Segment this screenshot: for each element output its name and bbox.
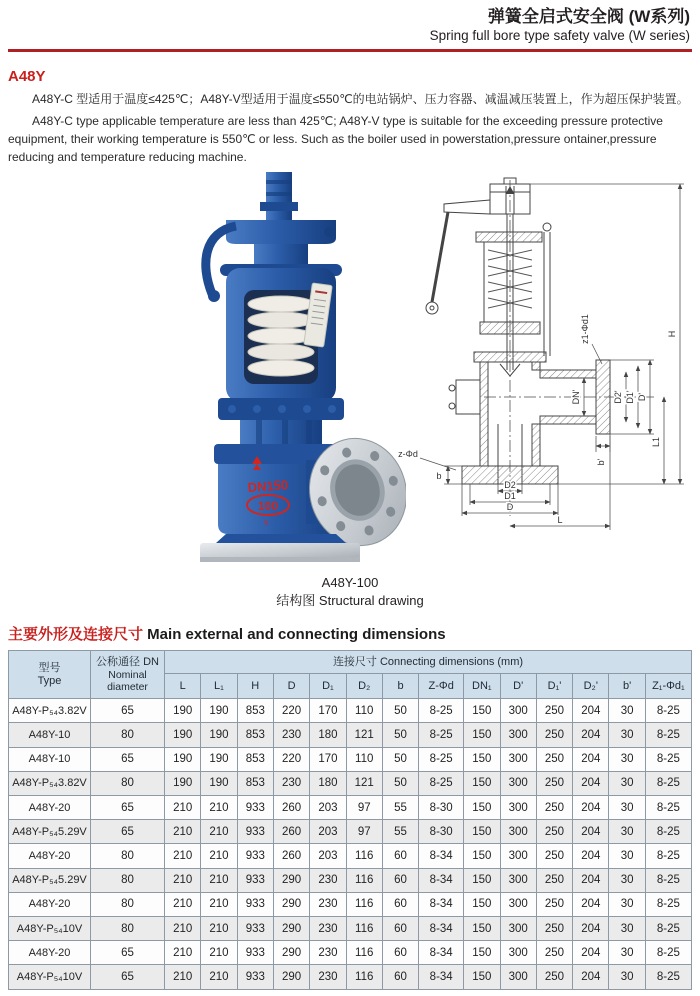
dim-cell: 8-25 [645,771,691,795]
dim-cell: 150 [464,892,500,916]
dim-cell: 220 [273,747,309,771]
dim-cell: 300 [500,699,536,723]
table-row [9,941,692,965]
dim-cell: 210 [201,868,237,892]
dim-cell: 30 [609,965,645,989]
dim-cell: 300 [500,916,536,940]
dim-cell: 30 [609,747,645,771]
dim-cell: 150 [464,747,500,771]
dim-cell: 853 [237,747,273,771]
dim-cell: 300 [500,965,536,989]
dim-label-dp: D' [637,393,647,402]
dim-cell: 204 [573,796,609,820]
dim-label-d: D [506,502,514,513]
dim-cell: 210 [165,820,201,844]
dim-cell: 60 [382,892,418,916]
dim-cell: 210 [201,941,237,965]
dim-cell: 230 [310,916,346,940]
type-cell: A48Y-20 [9,844,91,868]
dim-cell: 8-25 [419,771,464,795]
dim-cell: 50 [382,771,418,795]
type-cell: A48Y-20 [9,796,91,820]
mark-v: v [264,517,269,528]
dim-cell: 116 [346,892,382,916]
col-header-d1p: D₁' [536,674,572,699]
dim-cell: 204 [573,747,609,771]
col-header-z1fd1: Z₁-Φd₁ [645,674,691,699]
dim-cell: 8-25 [645,892,691,916]
dim-cell: 60 [382,844,418,868]
dim-cell: 853 [237,771,273,795]
dim-label-b: b [436,471,442,482]
dim-cell: 210 [165,796,201,820]
dim-cell: 30 [609,868,645,892]
dim-cell: 116 [346,965,382,989]
dim-cell: 204 [573,916,609,940]
dim-cell: 30 [609,796,645,820]
dim-cell: 30 [609,916,645,940]
dim-cell: 210 [165,892,201,916]
dim-cell: 8-34 [419,892,464,916]
type-cell: A48Y-P₅₄3.82V [9,771,91,795]
dim-cell: 220 [273,699,309,723]
dim-cell: 230 [273,771,309,795]
dim-cell: 260 [273,844,309,868]
dim-cell: 150 [464,868,500,892]
dim-cell: 250 [536,796,572,820]
dim-cell: 55 [382,820,418,844]
dim-cell: 250 [536,771,572,795]
col-header-type-en: Type [37,674,62,687]
page-title-en: Spring full bore type safety valve (W series) [429,28,690,44]
dim-cell: 55 [382,796,418,820]
dim-cell: 8-30 [419,820,464,844]
table-row [9,868,692,892]
figure-area [8,170,692,568]
dim-cell: 204 [573,965,609,989]
dim-cell: 210 [201,844,237,868]
table-row [9,820,692,844]
dim-cell: 8-25 [645,747,691,771]
caption-model: A48Y-100 [321,575,379,591]
dim-cell: 30 [609,820,645,844]
col-header-dn [91,651,165,699]
description-zh: A48Y-C 型适用于温度≤425℃；A48Y-V型适用于温度≤550℃的电站锅炉、压力容器、减温减压装置上，作为超压保护装置。 [32,91,689,106]
dim-cell: 50 [382,747,418,771]
dim-cell: 150 [464,723,500,747]
dim-cell: 250 [536,723,572,747]
dim-cell: 250 [536,820,572,844]
dim-cell: 300 [500,723,536,747]
table-row [9,892,692,916]
dim-cell: 204 [573,868,609,892]
dim-cell: 8-30 [419,796,464,820]
table-row [9,844,692,868]
dn-cell: 80 [91,892,165,916]
dim-cell: 30 [609,941,645,965]
dim-cell: 190 [201,723,237,747]
figure-caption [8,574,692,609]
dim-label-l: L [557,515,563,526]
dim-cell: 210 [165,868,201,892]
mark-dn150: DN150 [247,477,289,496]
dim-cell: 8-34 [419,941,464,965]
dim-cell: 190 [165,699,201,723]
dn-cell: 80 [91,844,165,868]
section-heading-en: Main external and connecting dimensions [143,626,446,644]
dn-cell: 80 [91,723,165,747]
dn-cell: 65 [91,796,165,820]
dim-cell: 30 [609,844,645,868]
dim-cell: 300 [500,892,536,916]
type-cell: A48Y-20 [9,941,91,965]
dim-cell: 210 [201,916,237,940]
dim-cell: 8-34 [419,965,464,989]
dim-cell: 190 [201,747,237,771]
col-header-h: H [237,674,273,699]
valve-stem [266,172,292,222]
dim-cell: 933 [237,916,273,940]
dim-cell: 250 [536,965,572,989]
col-header-dp: D' [500,674,536,699]
col-header-l1: L₁ [201,674,237,699]
dim-cell: 230 [310,868,346,892]
dim-cell: 933 [237,796,273,820]
type-cell: A48Y-P₅₄5.29V [9,868,91,892]
dim-cell: 204 [573,723,609,747]
col-header-type-zh: 型号 [38,661,61,674]
dim-cell: 190 [201,699,237,723]
dim-cell: 933 [237,844,273,868]
dim-cell: 8-25 [419,747,464,771]
valve-photo [156,172,406,567]
dim-label-bp: b' [596,458,606,466]
dim-cell: 300 [500,941,536,965]
dim-cell: 230 [310,965,346,989]
dn-cell: 80 [91,868,165,892]
col-header-b: b [382,674,418,699]
dim-cell: 60 [382,965,418,989]
dim-label-d2p: D2' [613,390,623,404]
dim-cell: 853 [237,723,273,747]
dim-cell: 8-25 [645,723,691,747]
dim-cell: 30 [609,771,645,795]
dim-cell: 30 [609,723,645,747]
dim-cell: 210 [201,820,237,844]
dim-label-h: H [667,330,677,338]
dim-cell: 933 [237,892,273,916]
section-heading-zh: 主要外形及连接尺寸 [8,626,144,644]
dim-cell: 30 [609,892,645,916]
dim-cell: 180 [310,723,346,747]
type-cell: A48Y-P₅₄10V [9,916,91,940]
col-header-d2: D₂ [346,674,382,699]
dim-cell: 190 [201,771,237,795]
col-header-group: 连接尺寸 Connecting dimensions (mm) [165,651,692,674]
dim-cell: 203 [310,820,346,844]
dim-cell: 210 [165,916,201,940]
dim-cell: 60 [382,941,418,965]
caption-text: 结构图 Structural drawing [276,592,424,608]
dim-cell: 110 [346,699,382,723]
dim-label-dn: DN' [571,389,581,405]
dim-cell: 170 [310,747,346,771]
dim-cell: 230 [310,941,346,965]
dim-cell: 97 [346,820,382,844]
dim-cell: 290 [273,868,309,892]
dn-cell: 65 [91,747,165,771]
dim-cell: 8-25 [419,699,464,723]
dim-cell: 300 [500,747,536,771]
dim-cell: 8-34 [419,916,464,940]
dim-cell: 933 [237,965,273,989]
dim-cell: 260 [273,796,309,820]
dn-cell: 65 [91,699,165,723]
dim-label-d1p: D1' [625,390,635,404]
dim-cell: 250 [536,941,572,965]
dim-cell: 8-25 [645,941,691,965]
dn-cell: 65 [91,941,165,965]
dim-cell: 290 [273,965,309,989]
dim-cell: 250 [536,916,572,940]
dn-cell: 65 [91,820,165,844]
type-cell: A48Y-10 [9,723,91,747]
dim-cell: 150 [464,771,500,795]
dim-cell: 204 [573,820,609,844]
dim-cell: 30 [609,699,645,723]
type-cell: A48Y-20 [9,892,91,916]
dim-cell: 8-25 [645,965,691,989]
dim-cell: 203 [310,844,346,868]
dim-cell: 180 [310,771,346,795]
dimensions-table-body [9,699,692,989]
dn-cell: 65 [91,965,165,989]
dim-cell: 210 [201,892,237,916]
dim-cell: 230 [310,892,346,916]
page-title-zh: 弹簧全启式安全阀 (W系列) [487,7,690,26]
dim-cell: 933 [237,941,273,965]
dim-cell: 8-25 [645,796,691,820]
dim-cell: 250 [536,868,572,892]
dim-cell: 150 [464,796,500,820]
dim-cell: 97 [346,796,382,820]
dim-cell: 8-34 [419,868,464,892]
col-header-d1: D₁ [310,674,346,699]
dim-cell: 210 [165,965,201,989]
dim-cell: 290 [273,941,309,965]
col-header-l: L [165,674,201,699]
dn-cell: 80 [91,916,165,940]
dim-cell: 8-25 [419,723,464,747]
dim-cell: 170 [310,699,346,723]
dim-cell: 116 [346,868,382,892]
dim-cell: 50 [382,723,418,747]
valve-cap [226,220,336,244]
dim-label-l1: L1 [651,437,661,448]
dim-cell: 300 [500,820,536,844]
table-row [9,699,692,723]
dim-cell: 250 [536,844,572,868]
valve-spring [248,296,314,376]
dimensions-table [8,650,692,989]
dim-cell: 210 [165,844,201,868]
dim-cell: 121 [346,723,382,747]
dim-cell: 204 [573,771,609,795]
dim-cell: 50 [382,699,418,723]
dim-cell: 150 [464,820,500,844]
dim-cell: 204 [573,892,609,916]
dim-cell: 116 [346,844,382,868]
dim-cell: 290 [273,916,309,940]
header-divider [8,49,692,52]
dim-cell: 250 [536,892,572,916]
dim-cell: 8-25 [645,820,691,844]
section-heading [8,623,692,644]
dim-cell: 260 [273,820,309,844]
dim-cell: 8-25 [645,699,691,723]
type-cell: A48Y-10 [9,747,91,771]
mark-100: 100 [258,499,279,514]
dim-cell: 8-25 [645,844,691,868]
dim-cell: 190 [165,771,201,795]
dim-cell: 8-25 [645,916,691,940]
dim-cell: 204 [573,699,609,723]
dim-cell: 203 [310,796,346,820]
dim-cell: 210 [165,941,201,965]
table-row [9,771,692,795]
table-row [9,916,692,940]
col-header-dn1: DN₁ [464,674,500,699]
dim-label-z1fd1: z1-Φd1 [580,314,590,345]
type-cell: A48Y-P₅₄3.82V [9,699,91,723]
dim-cell: 8-34 [419,844,464,868]
col-header-dn-en2: diameter [107,681,148,694]
dim-cell: 853 [237,699,273,723]
dim-cell: 190 [165,747,201,771]
dim-cell: 150 [464,916,500,940]
table-header [9,651,692,699]
dim-cell: 933 [237,868,273,892]
dim-cell: 210 [201,965,237,989]
col-header-dn-en1: Nominal [108,668,147,681]
dim-cell: 150 [464,941,500,965]
col-header-zfd: Z-Φd [419,674,464,699]
dim-cell: 210 [201,796,237,820]
col-header-bp: b' [609,674,645,699]
col-header-type [9,651,91,699]
dim-cell: 300 [500,844,536,868]
dim-cell: 933 [237,820,273,844]
dim-cell: 8-25 [645,868,691,892]
dim-cell: 190 [165,723,201,747]
dim-cell: 250 [536,699,572,723]
col-header-d: D [273,674,309,699]
type-cell: A48Y-P₅₄10V [9,965,91,989]
dim-label-d1: D1 [504,491,516,502]
dim-cell: 121 [346,771,382,795]
dim-cell: 116 [346,916,382,940]
dim-cell: 116 [346,941,382,965]
dn-cell: 80 [91,771,165,795]
dim-cell: 110 [346,747,382,771]
structural-drawing [392,174,694,546]
dim-cell: 300 [500,868,536,892]
dim-label-zfd: z-Φd [398,449,418,460]
description-en: A48Y-C type applicable temperature are less than 425℃; A48Y-V type is suitable for the exceeding pressure protective equipment, their working temperature is 550℃ or less. Such as the boiler used in powerstation,pressure ontainer,pressure reducing and temperature reducing machine. [8,114,663,165]
table-row [9,747,692,771]
dim-cell: 300 [500,771,536,795]
type-cell: A48Y-P₅₄5.29V [9,820,91,844]
table-row [9,723,692,747]
page-header [8,6,692,45]
dim-label-d2: D2 [504,480,516,491]
col-header-dn-zh: 公称通径 DN [96,655,159,668]
table-row [9,965,692,989]
dim-cell: 150 [464,699,500,723]
table-row [9,796,692,820]
dim-cell: 150 [464,844,500,868]
model-heading: A48Y [8,67,46,85]
dim-cell: 150 [464,965,500,989]
dim-cell: 250 [536,747,572,771]
dim-cell: 60 [382,916,418,940]
dim-cell: 60 [382,868,418,892]
dim-cell: 204 [573,941,609,965]
dim-cell: 230 [273,723,309,747]
dim-cell: 290 [273,892,309,916]
inlet-flange [200,543,360,559]
col-header-d2p: D₂' [573,674,609,699]
dim-cell: 300 [500,796,536,820]
dim-cell: 204 [573,844,609,868]
